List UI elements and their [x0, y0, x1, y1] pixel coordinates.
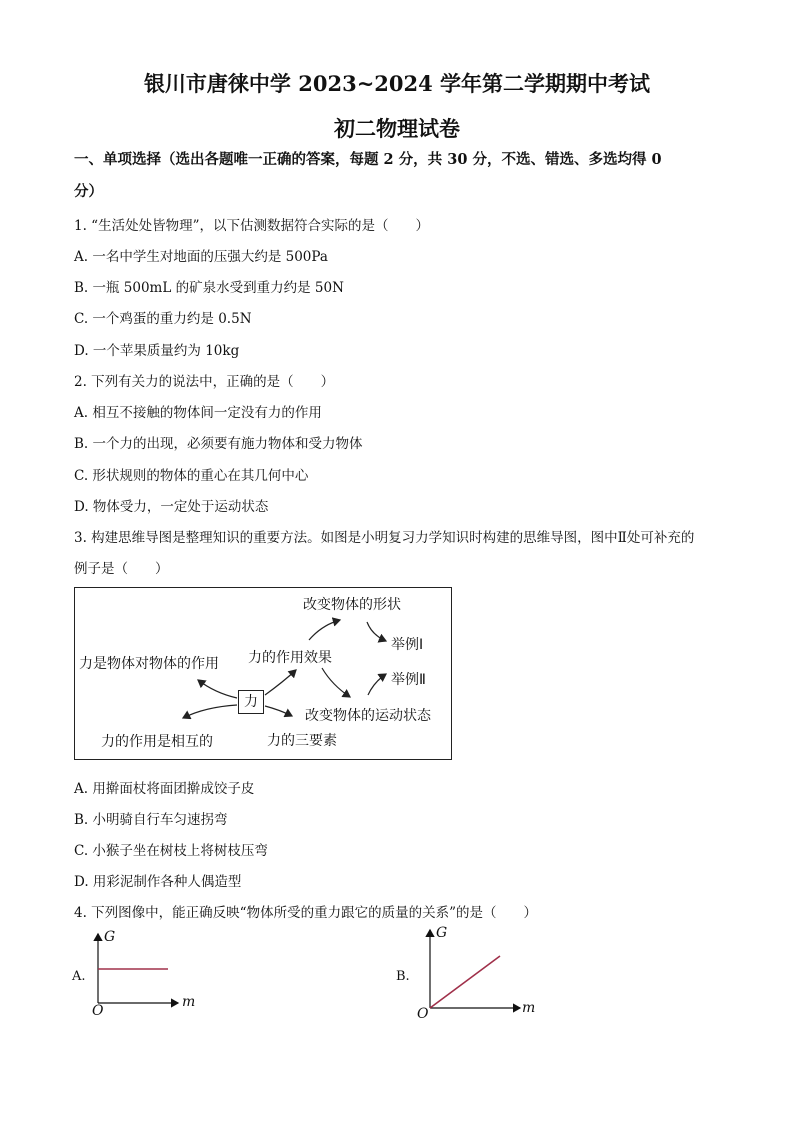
question-3-option-a: A. 用擀面杖将面团擀成饺子皮: [74, 781, 255, 797]
question-3-option-d: D. 用彩泥制作各种人偶造型: [74, 874, 242, 890]
exam-title: 银川市唐徕中学 2023~2024 学年第二学期期中考试: [143, 71, 651, 96]
graph-a-origin-label: O: [92, 1003, 104, 1019]
question-3-stem-line2: 例子是（ ）: [74, 561, 169, 577]
mind-map-force-effect: 力的作用效果: [248, 650, 332, 666]
question-2-option-a: A. 相互不接触的物体间一定没有力的作用: [74, 405, 322, 421]
arrow-to-change-motion: [322, 668, 350, 697]
graph-b-x-label: m: [522, 1000, 536, 1016]
arrow-to-change-shape: [309, 620, 340, 640]
question-2-option-d: D. 物体受力，一定处于运动状态: [74, 499, 269, 515]
graph-a-x-label: m: [182, 994, 196, 1010]
question-1-stem: 1. “生活处处皆物理”，以下估测数据符合实际的是（ ）: [74, 218, 429, 234]
arrow-to-definition: [198, 680, 237, 698]
section-heading-line2: 分）: [74, 183, 103, 200]
mind-map-center-force: 力: [238, 690, 264, 714]
question-2-stem: 2. 下列有关力的说法中，正确的是（ ）: [74, 374, 335, 390]
mind-map-mutual-force: 力的作用是相互的: [101, 734, 213, 750]
question-3-option-b: B. 小明骑自行车匀速拐弯: [74, 812, 228, 828]
graph-b-option-label: B.: [396, 969, 410, 984]
question-1-option-d: D. 一个苹果质量约为 10kg: [74, 343, 240, 359]
question-2-option-b: B. 一个力的出现，必须要有施力物体和受力物体: [74, 436, 363, 452]
exam-subtitle: 初二物理试卷: [334, 116, 460, 141]
arrow-to-mutual: [183, 705, 237, 718]
graph-b-line: [430, 956, 500, 1008]
arrow-to-effect: [265, 670, 296, 695]
mind-map-three-elements: 力的三要素: [267, 733, 337, 749]
arrow-to-example-2: [368, 674, 386, 695]
mind-map-example-2: 举例Ⅱ: [391, 672, 426, 688]
graph-b-origin-label: O: [417, 1006, 429, 1022]
question-1-option-c: C. 一个鸡蛋的重力约是 0.5N: [74, 311, 252, 327]
graph-a-y-label: G: [104, 929, 116, 945]
arrow-to-example-1: [367, 622, 386, 641]
question-4-stem: 4. 下列图像中，能正确反映“物体所受的重力跟它的质量的关系”的是（ ）: [74, 905, 537, 921]
mind-map-change-shape: 改变物体的形状: [303, 597, 401, 613]
question-1-option-a: A. 一名中学生对地面的压强大约是 500Pa: [74, 249, 328, 265]
question-2-option-c: C. 形状规则的物体的重心在其几何中心: [74, 468, 309, 484]
arrow-to-three-elements: [265, 706, 292, 716]
section-heading-line1: 一、单项选择（选出各题唯一正确的答案，每题 2 分，共 30 分，不选、错选、多选均得 0: [74, 151, 662, 168]
mind-map-example-1: 举例Ⅰ: [391, 637, 424, 653]
mind-map-change-motion: 改变物体的运动状态: [305, 708, 431, 724]
mind-map-force-definition: 力是物体对物体的作用: [79, 656, 219, 672]
question-1-option-b: B. 一瓶 500mL 的矿泉水受到重力约是 50N: [74, 280, 344, 296]
graph-b-y-label: G: [436, 925, 448, 941]
question-3-option-c: C. 小猴子坐在树枝上将树枝压弯: [74, 843, 268, 859]
question-3-stem-line1: 3. 构建思维导图是整理知识的重要方法。如图是小明复习力学知识时构建的思维导图，图中Ⅱ处可补充的: [74, 530, 695, 546]
graph-a-option-label: A.: [72, 969, 86, 984]
